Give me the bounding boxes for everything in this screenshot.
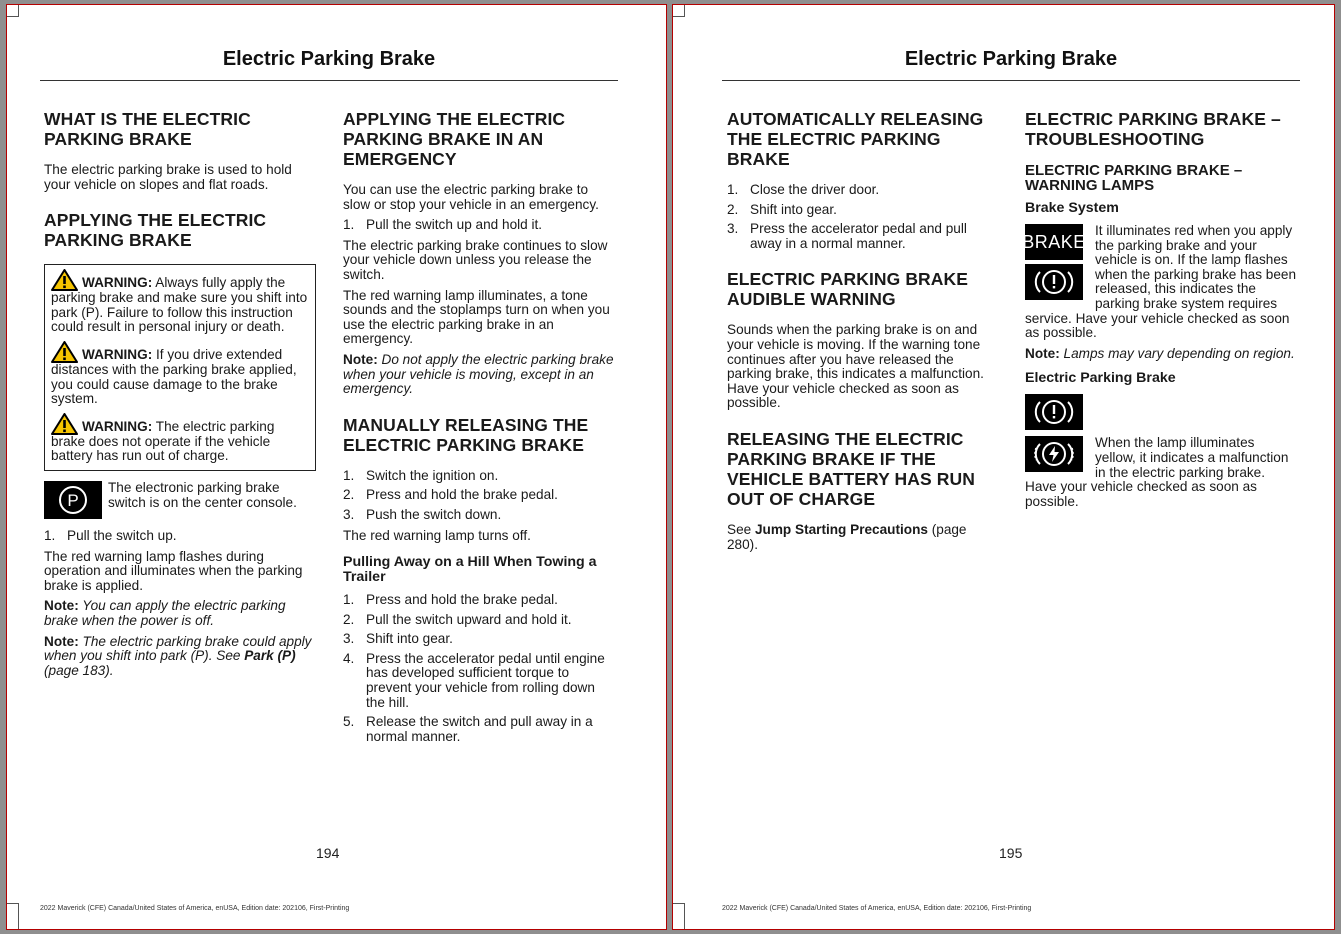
crop-mark [6, 903, 19, 930]
warning-label: WARNING: [82, 346, 153, 362]
list-item [343, 593, 615, 608]
title-rule [40, 80, 618, 81]
warning-3 [51, 413, 309, 464]
section-heading: MANUALLY RELEASING THE ELECTRIC PARKING BRAKE [343, 414, 589, 455]
step-text: Close the driver door. [750, 182, 880, 197]
list-item [343, 218, 615, 233]
left-column-1 [44, 109, 316, 684]
step-text: Shift into gear. [750, 201, 837, 217]
note-text: You can apply the electric parking brake when the power is off. [44, 598, 286, 628]
step-text: Press and hold the brake pedal. [366, 487, 558, 503]
step-number: 1. [343, 592, 355, 608]
note-text: Lamps may vary depending on region. [1059, 345, 1295, 361]
list-item [343, 613, 615, 628]
parking-brake-switch-icon [44, 481, 102, 519]
brake-warning-lamp-icon [1025, 264, 1083, 300]
paragraph: The red warning lamp turns off. [343, 527, 531, 543]
step-text: Press and hold the brake pedal. [366, 592, 558, 608]
manual-release-steps [343, 469, 615, 523]
step-number: 4. [343, 650, 355, 666]
brake-system-block [1022, 223, 1297, 341]
warning-box [44, 264, 316, 471]
paragraph: The electric parking brake continues to slow your vehicle down unless you release the switch. [343, 237, 608, 282]
subsection-heading: Brake System [1025, 200, 1119, 216]
note [343, 353, 615, 397]
list-item [343, 715, 615, 744]
icon-caption: The electronic parking brake switch is on the center console. [108, 479, 297, 510]
warning-2 [51, 341, 309, 407]
step-number: 2. [727, 201, 739, 217]
step-number: 2. [343, 611, 355, 627]
crop-mark [6, 4, 19, 17]
svg-text:P: P [67, 490, 79, 510]
step-text: Release the switch and pull away in a normal manner. [366, 714, 593, 744]
paragraph: The electric parking brake is used to hold your vehicle on slopes and flat roads. [44, 162, 292, 192]
note-text: The electric parking brake could apply when you shift into park (P). See [44, 633, 312, 664]
step-number: 3. [343, 506, 355, 522]
brake-icon-text: BRAKE [1022, 231, 1086, 252]
right-page [672, 4, 1335, 930]
step-number: 1. [727, 182, 739, 197]
page-title: Electric Parking Brake [222, 48, 436, 70]
note-label: Note: [343, 351, 378, 367]
step-text: Press the accelerator pedal and pull away in a normal manner. [750, 221, 967, 251]
cross-reference-link[interactable]: Park (P) [244, 648, 296, 664]
epb-block [1025, 436, 1297, 509]
paragraph: When the lamp illuminates yellow, it indicates a malfunction in the electric parking brake. Have your vehicle checked as soon as possible. [1025, 435, 1289, 509]
step-number: 1. [44, 527, 56, 543]
switch-icon-row [44, 481, 316, 519]
list-item [727, 203, 999, 218]
step-number: 5. [343, 714, 355, 730]
step-number: 1. [343, 217, 355, 233]
brake-icons [1022, 224, 1089, 300]
warning-triangle-icon [51, 341, 78, 363]
list-item [343, 469, 615, 484]
warning-label: WARNING: [82, 275, 153, 291]
left-page [6, 4, 667, 930]
warning-text: If you drive extended distances with the parking brake applied, you could cause damage to the brake system. [51, 346, 297, 407]
note [44, 599, 316, 628]
subsection-heading: ELECTRIC PARKING BRAKE – WARNING LAMPS [1025, 162, 1243, 194]
list-item [343, 652, 615, 710]
paragraph: The red warning lamp illuminates, a tone sounds and the stoplamps turn on when you use the electric parking brake in an emergency. [343, 287, 610, 347]
epb-malfunction-icon-wrap [1025, 436, 1089, 472]
page-footer: 2022 Maverick (CFE) Canada/United States of America, enUSA, Edition date: 202106, First-Printing [40, 905, 350, 912]
page-title: Electric Parking Brake [904, 48, 1118, 70]
step-text: Press the accelerator pedal until engine has developed sufficient torque to prevent your vehicle from rolling down the hill. [366, 650, 605, 710]
see-prefix: See [727, 521, 755, 537]
warning-triangle-icon [51, 269, 78, 291]
page-footer: 2022 Maverick (CFE) Canada/United States of America, enUSA, Edition date: 202106, First-Printing [722, 905, 1032, 912]
note-text: (page 183). [44, 662, 114, 678]
step-text: Shift into gear. [366, 631, 453, 647]
step-text: Switch the ignition on. [366, 467, 499, 483]
warning-label: WARNING: [82, 418, 153, 434]
step-number: 3. [727, 221, 739, 237]
step-text: Pull the switch upward and hold it. [366, 611, 572, 627]
paragraph: Sounds when the parking brake is on and your vehicle is moving. If the warning tone continues after you have released the parking brake, this indicates a malfunction. Have your vehicle checked as soon as possible. [727, 322, 984, 411]
subsection-heading: Pulling Away on a Hill When Towing a Trailer [343, 554, 597, 586]
note-label: Note: [44, 633, 79, 649]
note-text: Do not apply the electric parking brake when your vehicle is moving, except in an emergency. [343, 351, 614, 397]
step-text: Push the switch down. [366, 506, 502, 522]
section-heading: ELECTRIC PARKING BRAKE AUDIBLE WARNING [727, 269, 969, 310]
section-heading: RELEASING THE ELECTRIC PARKING BRAKE IF THE VEHICLE BATTERY HAS RUN OUT OF CHARGE [727, 428, 975, 509]
right-column-2 [1022, 109, 1297, 515]
list-item [727, 183, 999, 198]
step-text: Pull the switch up. [67, 527, 177, 543]
title-rule [722, 80, 1300, 81]
warning-triangle-icon [51, 413, 78, 435]
list-item [343, 508, 615, 523]
step-number: 3. [343, 631, 355, 647]
paragraph: It illuminates red when you apply the parking brake and your vehicle is on. If the lamp flashes when the parking brake has been released, this indicates the parking brake system requires service. Have your vehicle checked as soon as possible. [1025, 223, 1297, 341]
auto-release-steps [727, 183, 999, 251]
page-number: 195 [999, 845, 1023, 861]
section-heading: APPLYING THE ELECTRIC PARKING BRAKE [44, 210, 267, 251]
hill-steps [343, 593, 615, 744]
paragraph: You can use the electric parking brake to slow or stop your vehicle in an emergency. [343, 182, 599, 212]
subsection-heading: Electric Parking Brake [1025, 370, 1176, 387]
section-heading: ELECTRIC PARKING BRAKE – TROUBLESHOOTING [1025, 109, 1281, 149]
section-heading: AUTOMATICALLY RELEASING THE ELECTRIC PARKING BRAKE [727, 109, 984, 169]
brake-lamp-icon [1022, 224, 1086, 260]
section-heading: APPLYING THE ELECTRIC PARKING BRAKE IN AN EMERGENCY [343, 109, 566, 169]
list-item [44, 529, 316, 544]
warning-text: The electric parking brake does not operate if the vehicle battery has run out of charge. [51, 418, 275, 464]
cross-reference-link[interactable]: Jump Starting Precautions [754, 521, 928, 537]
epb-warning-lamp-icon [1025, 394, 1083, 430]
list-item [343, 632, 615, 647]
step-text: Pull the switch up and hold it. [366, 217, 543, 233]
note [44, 635, 316, 679]
epb-malfunction-lamp-icon [1025, 436, 1083, 472]
see-suffix: (page 280). [727, 521, 967, 552]
crop-mark [672, 4, 685, 17]
page-number: 194 [316, 845, 340, 861]
step-number: 1. [343, 467, 355, 483]
note [1025, 347, 1297, 362]
step-number: 2. [343, 487, 355, 503]
warning-1 [51, 269, 309, 335]
left-column-2 [343, 109, 615, 750]
paragraph [727, 523, 999, 552]
crop-mark [672, 903, 685, 930]
note-label: Note: [1025, 345, 1060, 361]
right-column-1 [727, 109, 999, 558]
paragraph: The red warning lamp flashes during operation and illuminates when the parking brake is applied. [44, 548, 303, 593]
apply-steps [44, 529, 316, 544]
warning-text: Always fully apply the parking brake and make sure you shift into park (P). Failure to follow this instruction could result in personal injury or death. [51, 275, 308, 335]
note-label: Note: [44, 598, 79, 614]
list-item [727, 222, 999, 251]
emergency-steps [343, 218, 615, 233]
section-heading: WHAT IS THE ELECTRIC PARKING BRAKE [44, 109, 251, 149]
list-item [343, 488, 615, 503]
